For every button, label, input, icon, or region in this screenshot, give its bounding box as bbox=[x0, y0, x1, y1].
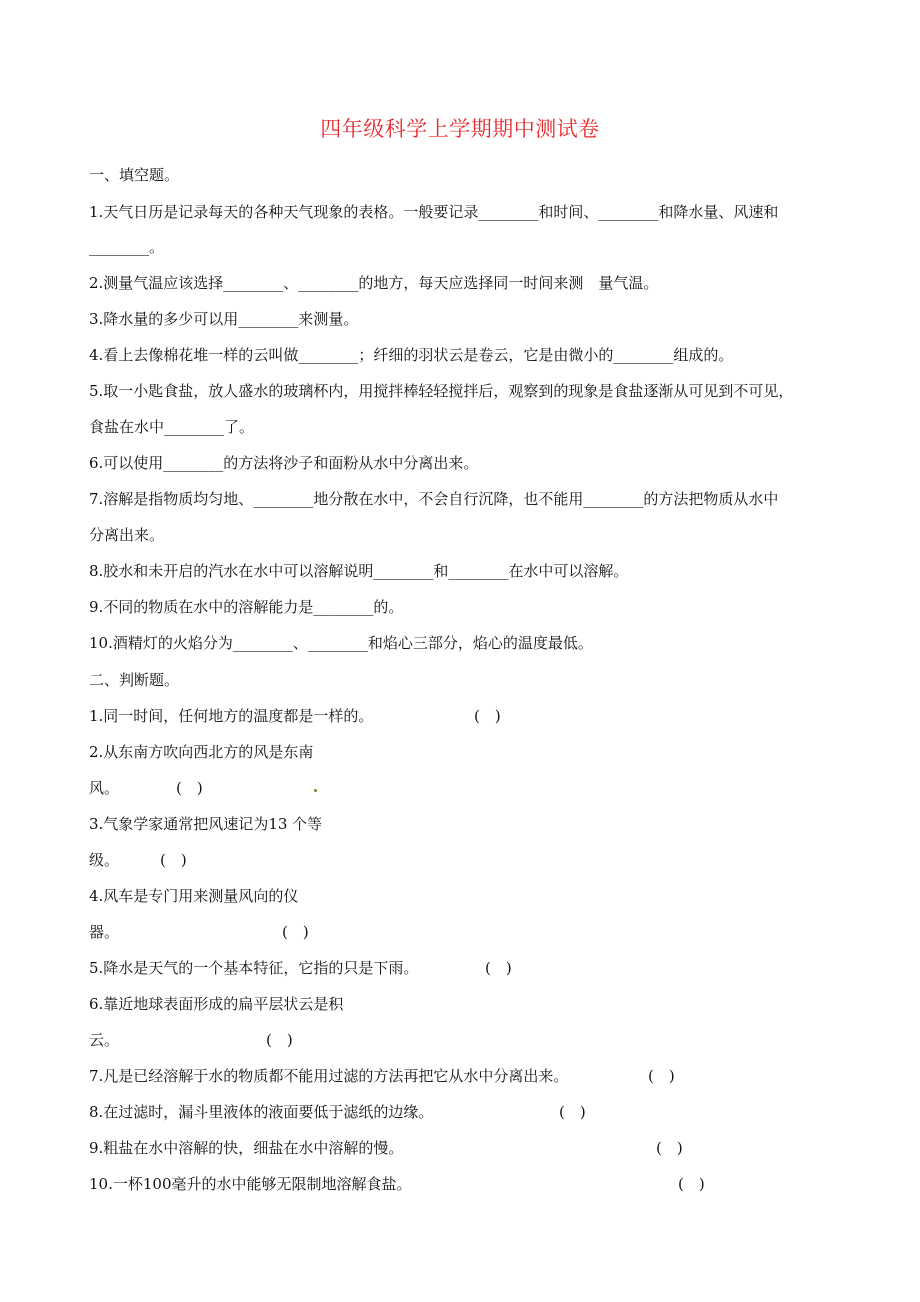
answer-paren-2: ( ) bbox=[176, 779, 203, 797]
fill-line-7: 7.溶解是指物质均匀地、________地分散在水中，不会自行沉降，也不能用________的方法把物质从水中 bbox=[89, 490, 779, 508]
judge-line-7: 7.凡是已经溶解于水的物质都不能用过滤的方法再把它从水中分离出来。 bbox=[89, 1067, 569, 1085]
judge-line-4-cont: 器。 bbox=[89, 923, 120, 941]
answer-paren-8: ( ) bbox=[559, 1103, 586, 1121]
fill-line-6: 6.可以使用________的方法将沙子和面粉从水中分离出来。 bbox=[89, 454, 479, 472]
fill-line-2: 2.测量气温应该选择________、________的地方，每天应选择同一时间来测 量气温。 bbox=[89, 274, 659, 292]
fill-line-8: 8.胶水和未开启的汽水在水中可以溶解说明________和________在水中可以溶解。 bbox=[89, 562, 629, 580]
fill-line-5: 5.取一小匙食盐，放人盛水的玻璃杯内，用搅拌棒轻轻搅拌后，观察到的现象是食盐逐渐从可见到不可见， bbox=[89, 382, 794, 400]
page-title: 四年级科学上学期期中测试卷 bbox=[320, 117, 600, 141]
fill-line-1-cont: ________。 bbox=[89, 238, 165, 256]
judge-line-3-cont: 级。 bbox=[89, 851, 120, 869]
judge-line-2: 2.从东南方吹向西北方的风是东南 bbox=[89, 743, 314, 761]
answer-paren-1: ( ) bbox=[474, 707, 501, 725]
speck-mark bbox=[314, 789, 317, 792]
fill-line-4: 4.看上去像棉花堆一样的云叫做________；纤细的羽状云是卷云，它是由微小的________组成的。 bbox=[89, 346, 734, 364]
judge-line-4: 4.风车是专门用来测量风向的仪 bbox=[89, 887, 299, 905]
fill-line-7-cont: 分离出来。 bbox=[89, 526, 165, 544]
fill-line-10: 10.酒精灯的火焰分为________、________和焰心三部分，焰心的温度最低。 bbox=[89, 634, 593, 652]
answer-paren-7: ( ) bbox=[648, 1067, 675, 1085]
answer-paren-4: ( ) bbox=[282, 923, 309, 941]
judge-line-8: 8.在过滤时，漏斗里液体的液面要低于滤纸的边缘。 bbox=[89, 1103, 434, 1121]
judge-line-1: 1.同一时间，任何地方的温度都是一样的。 bbox=[89, 707, 374, 725]
judge-line-5: 5.降水是天气的一个基本特征，它指的只是下雨。 bbox=[89, 959, 419, 977]
judge-line-10: 10.一杯100毫升的水中能够无限制地溶解食盐。 bbox=[89, 1175, 412, 1193]
answer-paren-5: ( ) bbox=[485, 959, 512, 977]
fill-line-9: 9.不同的物质在水中的溶解能力是________的。 bbox=[89, 598, 404, 616]
answer-paren-6: ( ) bbox=[266, 1031, 293, 1049]
answer-paren-9: ( ) bbox=[656, 1139, 683, 1157]
fill-line-3: 3.降水量的多少可以用________来测量。 bbox=[89, 310, 359, 328]
answer-paren-3: ( ) bbox=[160, 851, 187, 869]
section1-heading: 一、填空题。 bbox=[89, 166, 180, 184]
judge-line-2-cont: 风。 bbox=[89, 779, 120, 797]
section2-heading: 二、判断题。 bbox=[89, 671, 180, 689]
judge-line-9: 9.粗盐在水中溶解的快，细盐在水中溶解的慢。 bbox=[89, 1139, 404, 1157]
judge-line-6-cont: 云。 bbox=[89, 1031, 120, 1049]
fill-line-1: 1.天气日历是记录每天的各种天气现象的表格。一般要记录________和时间、________和降水量、风速和 bbox=[89, 203, 779, 221]
fill-line-5-cont: 食盐在水中________了。 bbox=[89, 418, 255, 436]
judge-line-3: 3.气象学家通常把风速记为13 个等 bbox=[89, 815, 323, 833]
judge-line-6: 6.靠近地球表面形成的扁平层状云是积 bbox=[89, 995, 344, 1013]
answer-paren-10: ( ) bbox=[678, 1175, 705, 1193]
